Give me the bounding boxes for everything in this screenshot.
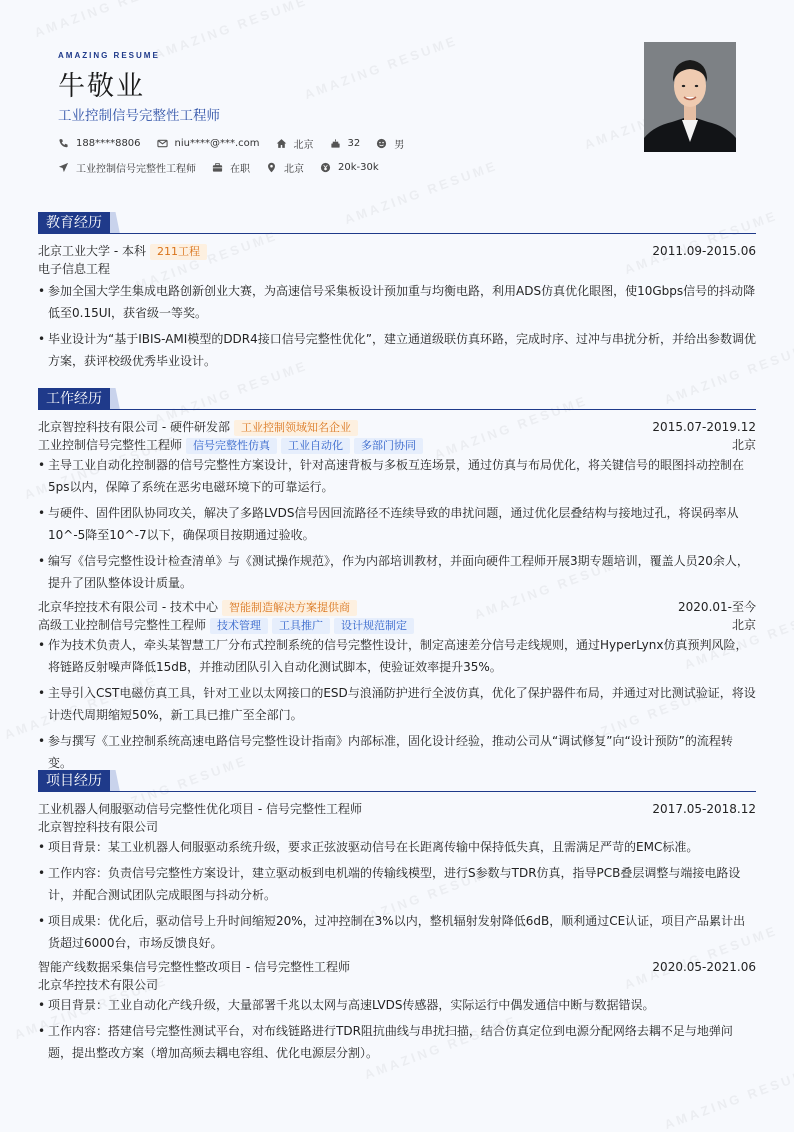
- list-item: • 参与撰写《工业控制系统高速电路信号完整性设计指南》内部标准，固化设计经验，推动公司从“调试修复”向“设计预防”的流程转变。: [38, 730, 756, 774]
- project-header: [38, 800, 756, 818]
- brand-label: AMAZING RESUME: [58, 51, 160, 60]
- list-item: • 工作内容：搭建信号完整性测试平台，对布线链路进行TDR阻抗曲线与串扰扫描，结合仿真定位到电源分配网络去耦不足与地弹问题，提出整改方案（增加高频去耦电容组、优化电源层分割）。: [38, 1020, 756, 1064]
- info-status: [212, 160, 250, 175]
- salary-icon: [320, 162, 331, 173]
- status-text: 在职: [230, 164, 250, 175]
- projects-header: [38, 770, 756, 792]
- list-item: • 项目成果：优化后，驱动信号上升时间缩短20%，过冲控制在3%以内，整机辐射发射降低6dB，顺利通过CE认证，项目产品累计出货超过6000台，市场反馈良好。: [38, 910, 756, 954]
- info-target-city: [266, 160, 304, 175]
- salary-text: 20k-30k: [338, 162, 379, 173]
- project-bullets: [38, 994, 756, 1064]
- job-bullets: [38, 454, 756, 594]
- job-header: [38, 418, 756, 436]
- target-position-text: 工业控制信号完整性工程师: [76, 164, 196, 175]
- location-pin-icon: [266, 162, 277, 173]
- briefcase-icon: [212, 162, 223, 173]
- project-header: [38, 958, 756, 976]
- home-icon: [276, 138, 287, 149]
- basic-info-row: [58, 136, 420, 151]
- list-item: • 作为技术负责人，牵头某智慧工厂分布式控制系统的信号完整性设计，制定高速差分信号走线规则，通过HyperLynx仿真预判风险，将链路反射噪声降低15dB，并推动团队引入自动化测试脚本，使验证效率提升35%。: [38, 634, 756, 678]
- info-gender: [376, 136, 404, 151]
- job-position: 高级工业控制信号完整性工程师: [38, 618, 207, 632]
- phone-text: 188****8806: [76, 138, 141, 149]
- cake-icon: [330, 138, 341, 149]
- work-header: [38, 388, 756, 410]
- mail-icon: [157, 138, 168, 149]
- list-item: • 主导引入CST电磁仿真工具，针对工业以太网接口的ESD与浪涌防护进行全波仿真，优化了保护器件布局，并通过对比测试验证，将设计迭代周期缩短50%，新工具已推广至全部门。: [38, 682, 756, 726]
- info-age: [330, 138, 361, 149]
- school-tag: 211工程: [150, 244, 207, 260]
- job-position-row: [38, 616, 756, 634]
- education-section: [38, 212, 756, 376]
- section-divider: [38, 791, 756, 792]
- work-section: [38, 388, 756, 778]
- list-item: • 毕业设计为“基于IBIS-AMI模型的DDR4接口信号完整性优化”，建立通道级联仿真环路，完成时序、过冲与串扰分析，并给出参数调优方案，获评校级优秀毕业设计。: [38, 328, 756, 372]
- education-period: 2011.09-2015.06: [652, 244, 756, 258]
- job-period: 2020.01-至今: [678, 600, 756, 614]
- project-org: 北京智控科技有限公司: [38, 820, 159, 834]
- job-intent-row: [58, 160, 395, 175]
- company-name: 北京华控技术有限公司 - 技术中心: [38, 600, 218, 614]
- skill-tag: 信号完整性仿真: [186, 438, 277, 454]
- list-item: • 工作内容：负责信号完整性方案设计，建立驱动板到电机端的传输线模型，进行S参数与TDR仿真，指导PCB叠层调整与端接电路设计，并配合测试团队完成眼图与抖动分析。: [38, 862, 756, 906]
- section-title: 教育经历: [38, 212, 110, 234]
- project-name: 智能产线数据采集信号完整性整改项目 - 信号完整性工程师: [38, 960, 350, 974]
- list-item: • 项目背景：工业自动化产线升级，大量部署千兆以太网与高速LVDS传感器，实际运行中偶发通信中断与数据错误。: [38, 994, 756, 1016]
- skill-tag: 多部门协同: [354, 438, 423, 454]
- email-text: niu****@***.com: [174, 138, 260, 149]
- education-major: 电子信息工程: [38, 262, 111, 276]
- education-header: [38, 212, 756, 234]
- list-item: • 参加全国大学生集成电路创新创业大赛，为高速信号采集板设计预加重与均衡电路，利用ADS仿真优化眼图，使10Gbps信号的抖动降低至0.15UI，获省级一等奖。: [38, 280, 756, 324]
- job-bullets: [38, 634, 756, 774]
- info-phone: [58, 138, 141, 149]
- send-icon: [58, 162, 69, 173]
- target-city-text: 北京: [284, 164, 304, 175]
- project-org: 北京华控技术有限公司: [38, 978, 159, 992]
- info-email: [157, 138, 260, 149]
- info-hometown: [276, 136, 314, 151]
- skill-tag: 设计规范制定: [334, 618, 414, 634]
- school-name: 北京工业大学 - 本科: [38, 244, 146, 258]
- job-city: 北京: [731, 618, 756, 632]
- profile-photo: [644, 42, 736, 152]
- project-period: 2017.05-2018.12: [652, 802, 756, 816]
- section-title-tail: [110, 770, 120, 792]
- job-position: 工业控制信号完整性工程师: [38, 438, 183, 452]
- section-title: 项目经历: [38, 770, 110, 792]
- projects-section: [38, 770, 756, 1068]
- skill-tag: 技术管理: [210, 618, 268, 634]
- age-text: 32: [347, 138, 361, 149]
- gender-text: 男: [394, 140, 405, 151]
- info-salary: [320, 162, 379, 173]
- project-period: 2020.05-2021.06: [652, 960, 756, 974]
- phone-icon: [58, 138, 69, 149]
- company-tag: 工业控制领域知名企业: [234, 420, 358, 436]
- candidate-name: 牛敬业: [58, 71, 145, 102]
- candidate-title: 工业控制信号完整性工程师: [58, 108, 220, 124]
- project-name: 工业机器人伺服驱动信号完整性优化项目 - 信号完整性工程师: [38, 802, 362, 816]
- gender-icon: [376, 138, 387, 149]
- skill-tag: 工业自动化: [281, 438, 350, 454]
- company-name: 北京智控科技有限公司 - 硬件研发部: [38, 420, 230, 434]
- job-position-row: [38, 436, 756, 454]
- list-item: • 主导工业自动化控制器的信号完整性方案设计，针对高速背板与多板互连场景，通过仿真与布局优化，将关键信号的眼图抖动控制在5ps以内，保障了系统在恶劣电磁环境下的可靠运行。: [38, 454, 756, 498]
- education-bullets: [38, 280, 756, 372]
- education-entry-header: [38, 242, 756, 260]
- list-item: • 与硬件、固件团队协同攻关，解决了多路LVDS信号因回流路径不连续导致的串扰问题，通过优化层叠结构与接地过孔，将误码率从10^-5降至10^-7以下，确保项目按期通过验收。: [38, 502, 756, 546]
- section-title: 工作经历: [38, 388, 110, 410]
- list-item: • 项目背景：某工业机器人伺服驱动系统升级，要求正弦波驱动信号在长距离传输中保持低失真，且需满足严苛的EMC标准。: [38, 836, 756, 858]
- job-city: 北京: [731, 438, 756, 452]
- hometown-text: 北京: [293, 140, 314, 151]
- project-bullets: [38, 836, 756, 954]
- section-title-tail: [110, 388, 120, 410]
- section-title-tail: [110, 212, 120, 234]
- skill-tag: 工具推广: [272, 618, 330, 634]
- job-period: 2015.07-2019.12: [652, 420, 756, 434]
- job-header: [38, 598, 756, 616]
- section-divider: [38, 233, 756, 234]
- company-tag: 智能制造解决方案提供商: [222, 600, 357, 616]
- section-divider: [38, 409, 756, 410]
- info-target-position: [58, 160, 196, 175]
- list-item: • 编写《信号完整性设计检查清单》与《测试操作规范》，作为内部培训教材，并面向硬件工程师开展3期专题培训，覆盖人员20余人，提升了团队整体设计质量。: [38, 550, 756, 594]
